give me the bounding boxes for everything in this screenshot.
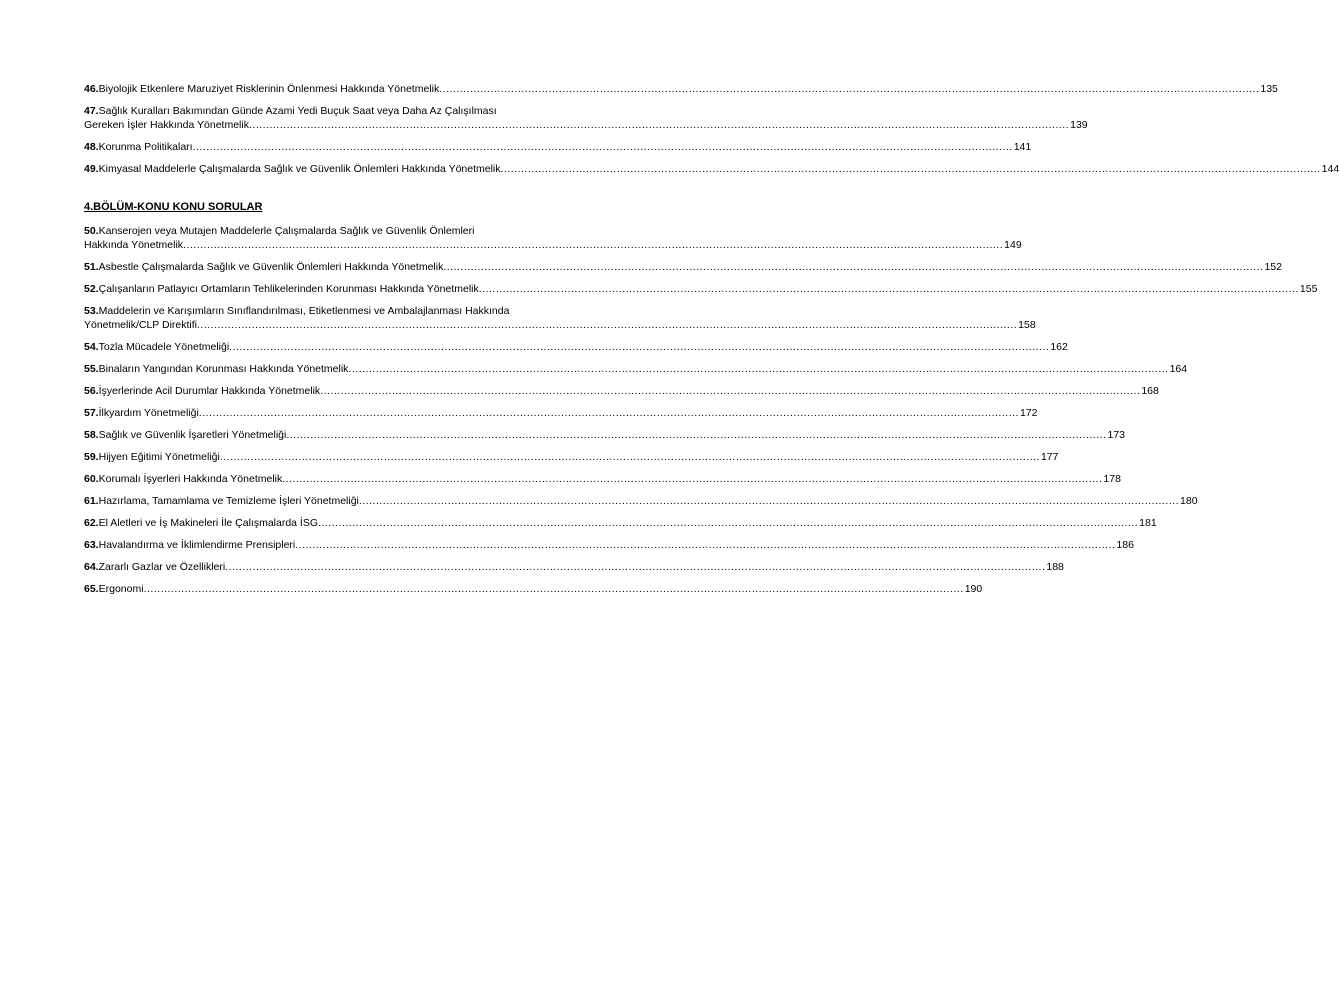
dot-leader: [359, 494, 1179, 508]
toc-entry-row: [84, 140, 1032, 154]
toc-entry-row: [84, 472, 1121, 486]
toc-entry-title: Asbestle Çalışmalarda Sağlık ve Güvenlik Önlemleri Hakkında Yönetmelik: [98, 261, 444, 273]
dot-leader: [295, 538, 1115, 552]
toc-entry-page-number: 152: [1264, 261, 1282, 273]
toc-list-part-a: [84, 82, 1339, 176]
toc-entry-title: Hakkında Yönetmelik: [84, 239, 184, 251]
toc-entry-number: 47.: [84, 105, 99, 117]
toc-entry[interactable]: [84, 104, 1088, 132]
toc-entry-page-number: 178: [1103, 473, 1121, 485]
toc-entry-page-number: 168: [1141, 385, 1159, 397]
toc-entry-number: 65.: [84, 583, 99, 595]
toc-entry-number: 60.: [84, 473, 99, 485]
toc-entry-title: Maddelerin ve Karışımların Sınıflandırılması, Etiketlenmesi ve Ambalajlanması Hakkında: [98, 305, 510, 317]
toc-entry-title: Hazırlama, Tamamlama ve Temizleme İşleri Yönetmeliği: [98, 495, 359, 507]
toc-entry[interactable]: [84, 140, 1032, 154]
toc-entry-page-number: 173: [1107, 429, 1126, 441]
toc-entry-row: [84, 362, 1188, 376]
dot-leader: [199, 406, 1019, 420]
dot-leader: [144, 582, 964, 596]
toc-entry-title: Kanserojen veya Mutajen Maddelerle Çalışmalarda Sağlık ve Güvenlik Önlemleri: [98, 225, 475, 237]
toc-entry[interactable]: [84, 162, 1339, 176]
toc-entry-number: 56.: [84, 385, 99, 397]
toc-entry-number: 53.: [84, 305, 99, 317]
toc-entry-number: 62.: [84, 517, 99, 529]
toc-entry[interactable]: [84, 82, 1278, 96]
toc-entry-number: 48.: [84, 141, 99, 153]
toc-entry-number: 50.: [84, 225, 99, 237]
toc-entry-row: [84, 384, 1159, 398]
dot-leader: [229, 340, 1049, 354]
toc-entry-page-number: 141: [1013, 141, 1032, 153]
toc-entry-row: [84, 560, 1064, 574]
dot-leader: [249, 118, 1069, 132]
toc-entry-page-number: 135: [1260, 83, 1278, 95]
toc-entry-row: [84, 428, 1126, 442]
toc-entry-page-number: 158: [1018, 319, 1036, 331]
toc-entry-title: Hijyen Eğitimi Yönetmeliği: [98, 451, 220, 463]
toc-entry-page-number: 164: [1169, 363, 1188, 375]
toc-entry-title: İlkyardım Yönetmeliği: [98, 407, 199, 419]
toc-entry-page-number: 149: [1004, 239, 1022, 251]
dot-leader: [183, 238, 1003, 252]
toc-entry[interactable]: [84, 494, 1198, 508]
table-of-contents: [84, 82, 1339, 604]
dot-leader: [225, 560, 1045, 574]
toc-entry-title: El Aletleri ve İş Makineleri İle Çalışmalarda İSG: [98, 517, 319, 529]
toc-entry-row: [84, 406, 1038, 420]
toc-entry-title: Yönetmelik/CLP Direktifi: [84, 319, 198, 331]
toc-entry-title: Sağlık Kuralları Bakımından Günde Azami Yedi Buçuk Saat veya Daha Az Çalışılması: [98, 105, 497, 117]
toc-entry[interactable]: [84, 304, 1036, 332]
toc-entry-row: [84, 538, 1134, 552]
toc-entry[interactable]: [84, 282, 1318, 296]
toc-entry-row: [84, 238, 1022, 252]
dot-leader: [286, 428, 1106, 442]
toc-entry-title: Çalışanların Patlayıcı Ortamların Tehlikelerinden Korunması Hakkında Yönetmelik: [98, 283, 479, 295]
toc-entry-page-number: 162: [1050, 341, 1068, 353]
dot-leader: [197, 318, 1017, 332]
toc-entry[interactable]: [84, 260, 1282, 274]
toc-entry-page-number: 144: [1321, 163, 1339, 175]
dot-leader: [193, 140, 1013, 154]
dot-leader: [320, 384, 1140, 398]
toc-entry-page-number: 172: [1019, 407, 1038, 419]
toc-entry-page-number: 186: [1116, 539, 1134, 551]
dot-leader: [443, 260, 1263, 274]
toc-entry-title: Korumalı İşyerleri Hakkında Yönetmelik: [98, 473, 283, 485]
toc-entry-title: Binaların Yangından Korunması Hakkında Yönetmelik: [98, 363, 349, 375]
dot-leader: [348, 362, 1168, 376]
dot-leader: [318, 516, 1138, 530]
toc-entry-row: [84, 82, 1278, 96]
toc-entry-title: Ergonomi: [98, 583, 144, 595]
dot-leader: [282, 472, 1102, 486]
toc-entry-row: [84, 450, 1059, 464]
dot-leader: [479, 282, 1299, 296]
toc-entry-number: 63.: [84, 539, 99, 551]
toc-entry-number: 54.: [84, 341, 99, 353]
toc-entry-title-line: [84, 304, 616, 318]
toc-entry-title: Gereken İşler Hakkında Yönetmelik: [84, 119, 249, 131]
toc-entry-title: Kimyasal Maddelerle Çalışmalarda Sağlık ve Güvenlik Önlemleri Hakkında Yönetmelik: [98, 163, 501, 175]
toc-entry-page-number: 180: [1180, 495, 1198, 507]
toc-entry-title: Sağlık ve Güvenlik İşaretleri Yönetmeliği: [98, 429, 287, 441]
toc-entry[interactable]: [84, 450, 1059, 464]
toc-entry[interactable]: [84, 362, 1188, 376]
toc-entry-row: [84, 494, 1198, 508]
toc-entry-row: [84, 318, 1036, 332]
toc-entry-title: Biyolojik Etkenlere Maruziyet Risklerinin Önlenmesi Hakkında Yönetmelik: [98, 83, 440, 95]
dot-leader: [501, 162, 1321, 176]
toc-entry-number: 57.: [84, 407, 99, 419]
toc-entry[interactable]: [84, 516, 1157, 530]
toc-entry[interactable]: [84, 406, 1038, 420]
toc-entry-row: [84, 118, 1088, 132]
toc-entry-title: Korunma Politikaları: [98, 141, 193, 153]
toc-entry-row: [84, 162, 1339, 176]
toc-entry-row: [84, 282, 1318, 296]
toc-entry-number: 59.: [84, 451, 99, 463]
toc-entry-number: 49.: [84, 163, 99, 175]
toc-entry-row: [84, 340, 1068, 354]
toc-entry-page-number: 190: [964, 583, 983, 595]
toc-entry-number: 55.: [84, 363, 99, 375]
toc-entry-title: İşyerlerinde Acil Durumlar Hakkında Yönetmelik: [98, 385, 321, 397]
toc-entry-title: Tozla Mücadele Yönetmeliği: [98, 341, 230, 353]
section-heading: 4.BÖLÜM-KONU KONU SORULAR: [84, 201, 263, 213]
toc-entry-row: [84, 516, 1157, 530]
toc-entry-title-line: [84, 224, 616, 238]
toc-entry[interactable]: [84, 224, 1022, 252]
toc-entry[interactable]: [84, 428, 1126, 442]
toc-entry-row: [84, 260, 1282, 274]
toc-entry[interactable]: [84, 472, 1121, 486]
toc-entry-page-number: 177: [1040, 451, 1059, 463]
toc-entry-page-number: 188: [1046, 561, 1064, 573]
toc-entry-page-number: 181: [1139, 517, 1157, 529]
toc-list-part-b: [84, 224, 1318, 596]
dot-leader: [439, 82, 1259, 96]
toc-entry-title: Havalandırma ve İklimlendirme Prensipleri: [98, 539, 296, 551]
toc-entry-number: 51.: [84, 261, 99, 273]
toc-entry-number: 61.: [84, 495, 99, 507]
toc-entry-number: 64.: [84, 561, 99, 573]
dot-leader: [220, 450, 1040, 464]
toc-entry-number: 58.: [84, 429, 99, 441]
toc-entry-title-line: [84, 104, 616, 118]
toc-entry[interactable]: [84, 538, 1134, 552]
toc-entry-number: 52.: [84, 283, 99, 295]
toc-entry[interactable]: [84, 582, 983, 596]
toc-entry[interactable]: [84, 340, 1068, 354]
toc-entry[interactable]: [84, 560, 1064, 574]
toc-entry-title: Zararlı Gazlar ve Özellikleri: [98, 561, 226, 573]
toc-entry-page-number: 139: [1070, 119, 1088, 131]
toc-entry-row: [84, 582, 983, 596]
toc-entry-number: 46.: [84, 83, 99, 95]
toc-entry[interactable]: [84, 384, 1159, 398]
toc-entry-page-number: 155: [1299, 283, 1318, 295]
